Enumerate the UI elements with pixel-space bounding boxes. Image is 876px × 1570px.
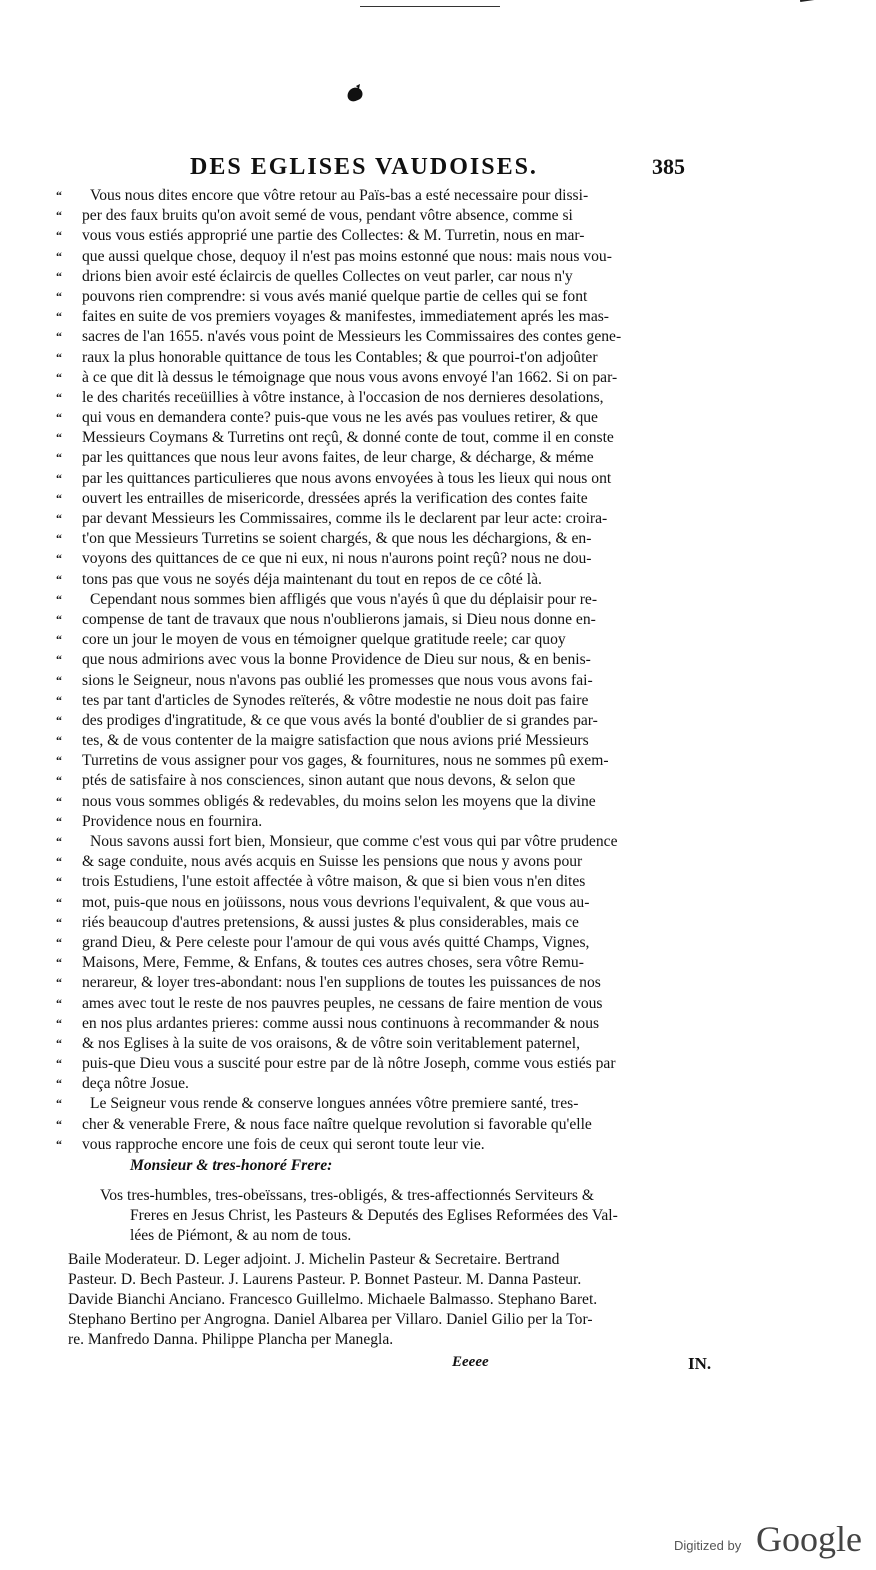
quote-mark: “ — [56, 551, 62, 566]
signature-line: lées de Piémont, & au nom de tous. — [130, 1227, 352, 1244]
signatories-line: Pasteur. D. Bech Pasteur. J. Laurens Pasteur. P. Bonnet Pasteur. M. Danna Pasteur. — [68, 1271, 582, 1288]
printer-ornament-icon — [344, 84, 366, 104]
quote-mark: “ — [56, 773, 62, 788]
quote-mark: “ — [56, 1136, 62, 1151]
quote-mark: “ — [56, 995, 62, 1010]
quote-mark: “ — [56, 531, 62, 546]
quote-mark: “ — [56, 430, 62, 445]
text-line — [56, 831, 716, 851]
text-line — [56, 1093, 716, 1113]
quote-mark: “ — [56, 1035, 62, 1050]
quote-mark: “ — [56, 511, 62, 525]
line-text: tes, & de vous contenter de la maigre satisfaction que nous avions prié Messieurs — [82, 732, 589, 750]
letter-closing — [56, 1156, 736, 1246]
line-text: nerareur, & loyer tres-abondant: nous l'en supplions de toutes les puissances de nos — [82, 974, 601, 992]
line-text: cher & venerable Frere, & nous face naître quelque revolution si favorable qu'elle — [82, 1115, 592, 1133]
quote-mark: “ — [56, 914, 62, 929]
quote-mark: “ — [56, 934, 62, 949]
text-line — [56, 1073, 716, 1093]
text-line — [56, 811, 716, 831]
quote-mark: “ — [56, 1076, 62, 1091]
text-line — [56, 347, 716, 367]
line-text: core un jour le moyen de vous en témoigner quelque gratitude reele; car quoy — [82, 631, 566, 649]
quote-mark: “ — [56, 955, 62, 970]
letter-body — [56, 185, 716, 1154]
line-text: Providence nous en fournira. — [82, 812, 263, 830]
quote-mark: “ — [56, 268, 62, 283]
text-line — [56, 508, 716, 528]
quote-mark: “ — [56, 854, 62, 869]
text-line — [56, 750, 716, 770]
line-text: compense de tant de travaux que nous n'oublierons jamais, si Dieu nous donne en- — [82, 610, 596, 628]
line-text: par devant Messieurs les Commissaires, comme ils le declarent par leur acte: croira- — [82, 510, 608, 527]
line-text: trois Estudiens, l'une estoit affectée à vôtre maison, & que si bien vous n'en dites — [82, 873, 586, 891]
quote-mark: “ — [56, 813, 62, 828]
line-text: le des charités receüillies à vôtre instance, à l'occasion de nos dernieres desolations, — [82, 388, 604, 406]
line-text: Turretins de vous assigner pour vos gages, & fournitures, nous ne sommes pû exem- — [82, 752, 609, 770]
line-text: vous vous estiés approprié une partie des Collectes: & M. Turretin, nous en mar- — [82, 227, 585, 245]
text-line — [56, 952, 716, 972]
line-text: par les quittances particulieres que nous avons envoyées à tous les lieux qui nous ont — [82, 469, 612, 487]
text-line — [56, 407, 716, 427]
quote-mark: “ — [56, 1015, 62, 1030]
text-line — [56, 1134, 716, 1154]
quote-mark: “ — [56, 753, 62, 768]
quote-mark: “ — [56, 874, 62, 889]
text-line — [56, 609, 716, 629]
quote-mark: “ — [56, 834, 62, 848]
signatories-line: Stephano Bertino per Angrogna. Daniel Albarea per Villaro. Daniel Gilio per la Tor- — [68, 1311, 593, 1328]
text-line — [56, 730, 716, 750]
quote-mark: “ — [56, 1116, 62, 1131]
text-line — [56, 690, 716, 710]
digitized-by-google-watermark — [674, 1520, 874, 1560]
text-line — [56, 791, 716, 811]
line-text: par les quittances que nous leur avons faites, de leur charge, & décharge, & méme — [82, 449, 594, 467]
line-text: tons pas que vous ne soyés déja maintenant du tout en repos de ce côté là. — [82, 570, 542, 588]
text-line — [56, 528, 716, 548]
text-line — [56, 548, 716, 568]
line-text: Cependant nous sommes bien affligés que vous n'ayés û que du déplaisir pour re- — [90, 590, 598, 608]
line-text: grand Dieu, & Pere celeste pour l'amour de qui vous avés quitté Champs, Vignes, — [82, 933, 590, 951]
text-line — [56, 589, 716, 609]
text-line — [56, 912, 716, 932]
quote-mark: “ — [56, 975, 62, 990]
text-line — [56, 306, 716, 326]
line-text: en nos plus ardantes prieres: comme aussi nous continuons à recommander & nous — [82, 1014, 600, 1032]
line-text: drions bien avoir esté éclaircis de quelles Collectes on veut parler, car nous n'y — [82, 267, 573, 285]
line-text: voyons des quittances de ce que ni eux, ni nous n'aurons point reçû? nous ne dou- — [82, 550, 592, 568]
line-text: ouvert les entrailles de misericorde, dressées aprés la verification des contes faite — [82, 489, 588, 507]
signatories-line: re. Manfredo Danna. Philippe Plancha per Manegla. — [68, 1331, 394, 1348]
running-head — [0, 150, 876, 184]
quote-mark: “ — [56, 208, 62, 223]
text-line — [56, 1053, 716, 1073]
gathering-signature-mark: Eeeee — [452, 1354, 489, 1370]
quote-mark: “ — [56, 611, 62, 626]
signature-line: Vos tres-humbles, tres-obeïssans, tres-obligés, & tres-affectionnés Serviteurs & — [100, 1187, 594, 1204]
line-text: pouvons rien comprendre: si vous avés manié quelque partie de celles qui se font — [82, 287, 588, 305]
line-text: tes par tant d'articles de Synodes reïterés, & vôtre modestie ne nous doit pas faire — [82, 691, 589, 709]
line-text: puis-que Dieu vous a suscité pour estre par de là nôtre Joseph, comme vous estiés par — [82, 1055, 616, 1073]
line-text: raux la plus honorable quittance de tous les Contables; & que pourroi-t'on adjoûter — [82, 348, 598, 366]
line-text: ames avec tout le reste de nos pauvres peuples, ne cessans de faire mention de vous — [82, 994, 603, 1012]
text-line — [56, 871, 716, 891]
line-text: Nous savons aussi fort bien, Monsieur, que comme c'est vous qui par vôtre prudence — [90, 833, 618, 850]
salutation: Monsieur & tres-honoré Frere: — [130, 1157, 333, 1174]
page-number: 385 — [652, 154, 685, 179]
quote-mark: “ — [56, 712, 62, 727]
line-text: ptés de satisfaire à nos consciences, sinon autant que nous devons, & selon que — [82, 772, 576, 790]
quote-mark: “ — [56, 672, 62, 687]
quote-mark: “ — [56, 450, 62, 465]
text-line — [56, 1114, 716, 1134]
signature-block — [56, 1186, 736, 1246]
quote-mark: “ — [56, 571, 62, 586]
line-text: Vous nous dites encore que vôtre retour au Païs-bas a esté necessaire pour dissi- — [90, 187, 589, 204]
text-line — [56, 1013, 716, 1033]
quote-mark: “ — [56, 288, 62, 303]
text-line — [56, 629, 716, 649]
line-text: à ce que dit là dessus le témoignage que nous vous avons envoyé l'an 1662. Si on par- — [82, 368, 618, 386]
text-line — [56, 205, 716, 225]
watermark-prefix: Digitized by — [674, 1538, 742, 1553]
quote-mark: “ — [56, 410, 62, 425]
line-text: des prodiges d'ingratitude, & ce que vous avés la bonté d'oublier de si grandes par- — [82, 711, 598, 729]
text-line — [56, 427, 716, 447]
text-line — [56, 488, 716, 508]
quote-mark: “ — [56, 188, 62, 202]
quote-mark: “ — [56, 793, 62, 808]
line-text: sions le Seigneur, nous n'avons pas oublié les promesses que nous vous avons fai- — [82, 671, 593, 689]
line-text: que nous admirions avec vous la bonne Providence de Dieu sur nous, & en benis- — [82, 651, 591, 669]
line-text: Maisons, Mere, Femme, & Enfans, & toutes ces autres choses, sera vôtre Remu- — [82, 954, 584, 972]
line-text: Le Seigneur vous rende & conserve longues années vôtre premiere santé, tres- — [90, 1095, 579, 1113]
line-text: riés beaucoup d'autres pretensions, & aussi justes & plus considerables, mais ce — [82, 913, 579, 931]
google-logo: Google — [756, 1519, 862, 1559]
text-line — [56, 851, 716, 871]
text-line — [56, 649, 716, 669]
text-line — [56, 932, 716, 952]
line-text: mot, puis-que nous en joüissons, nous vous devrions l'equivalent, & que vous au- — [82, 893, 590, 911]
signature-line: Freres en Jesus Christ, les Pasteurs & Deputés des Eglises Reformées des Val- — [130, 1207, 618, 1224]
text-line — [56, 367, 716, 387]
text-line — [56, 387, 716, 407]
line-text: per des faux bruits qu'on avoit semé de vous, pendant vôtre absence, comme si — [82, 207, 573, 225]
text-line — [56, 185, 716, 205]
quote-mark: “ — [56, 329, 62, 344]
quote-mark: “ — [56, 349, 62, 364]
quote-mark: “ — [56, 248, 62, 263]
signatories-list — [68, 1250, 728, 1350]
quote-mark: “ — [56, 490, 62, 505]
text-line — [56, 447, 716, 467]
quote-mark: “ — [56, 470, 62, 485]
signatories-line: Baile Moderateur. D. Leger adjoint. J. Michelin Pasteur & Secretaire. Bertrand — [68, 1251, 560, 1268]
text-line — [56, 972, 716, 992]
quote-mark: “ — [56, 369, 62, 384]
line-text: sacres de l'an 1655. n'avés vous point de Messieurs les Commissaires des contes gene- — [82, 328, 622, 346]
top-rule — [360, 6, 500, 7]
catchword: IN. — [688, 1354, 712, 1373]
text-line — [56, 286, 716, 306]
quote-mark: “ — [56, 591, 62, 606]
line-text: & sage conduite, nous avés acquis en Suisse les pensions que nous y avons pour — [82, 853, 583, 871]
line-text: que aussi quelque chose, dequoy il n'est pas moins estonné que nous: mais nous vou- — [82, 247, 612, 265]
quote-mark: “ — [56, 228, 62, 243]
text-line — [56, 569, 716, 589]
quote-mark: “ — [56, 309, 62, 324]
line-text: deça nôtre Josue. — [82, 1075, 189, 1093]
line-text: nous vous sommes obligés & redevables, du moins selon les moyens que la divine — [82, 792, 596, 810]
text-line — [56, 1033, 716, 1053]
quote-mark: “ — [56, 692, 62, 707]
text-line — [56, 326, 716, 346]
text-line — [56, 468, 716, 488]
line-text: Messieurs Coymans & Turretins ont reçû, & donné conte de tout, comme il en conste — [82, 429, 614, 447]
line-text: vous rapproche encore une fois de ceux qui seront toute leur vie. — [82, 1135, 485, 1153]
line-text: t'on que Messieurs Turretins se soient chargés, & que nous les déchargions, & en- — [82, 530, 592, 548]
quote-mark: “ — [56, 389, 62, 404]
text-line — [56, 892, 716, 912]
quote-mark: “ — [56, 1096, 62, 1111]
quote-mark: “ — [56, 733, 62, 748]
line-text: & nos Eglises à la suite de vos oraisons, & de vôtre soin veritablement paternel, — [82, 1034, 581, 1052]
text-line — [56, 225, 716, 245]
quote-mark: “ — [56, 1056, 62, 1071]
text-line — [56, 266, 716, 286]
signatories-line: Davide Bianchi Anciano. Francesco Guillelmo. Michaele Balmasso. Stephano Baret. — [68, 1291, 598, 1308]
text-line — [56, 993, 716, 1013]
text-line — [56, 670, 716, 690]
quote-mark: “ — [56, 894, 62, 909]
text-line — [56, 770, 716, 790]
quote-mark: “ — [56, 652, 62, 667]
text-line — [56, 246, 716, 266]
text-line — [56, 710, 716, 730]
quote-mark: “ — [56, 632, 62, 647]
running-title: DES EGLISES VAUDOISES. — [190, 154, 538, 180]
page-corner-fold — [800, 0, 862, 18]
line-text: faites en suite de vos premiers voyages & manifestes, immediatement aprés les mas- — [82, 308, 609, 326]
line-text: qui vous en demandera conte? puis-que vous ne les avés pas voulues retirer, & que — [82, 409, 598, 427]
